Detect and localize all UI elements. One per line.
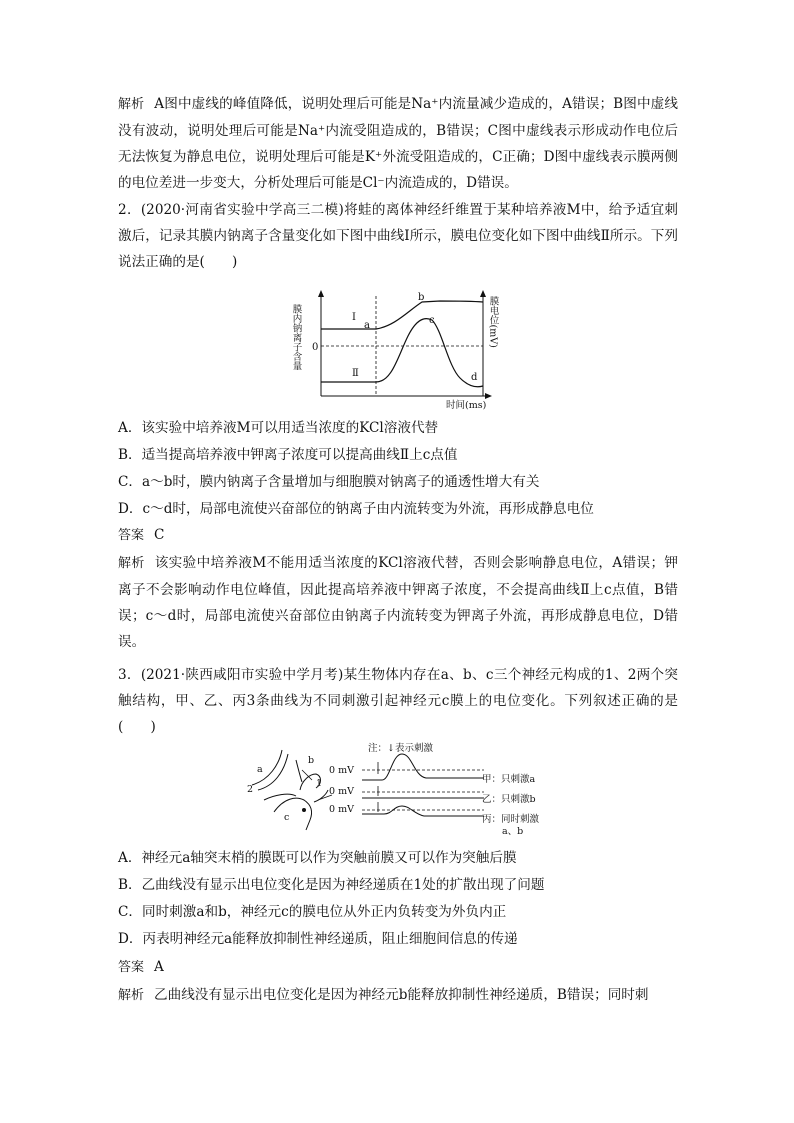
point-a: a	[364, 320, 370, 331]
q3-option-b: B．乙曲线没有显示出电位变化是因为神经递质在1处的扩散出现了问题	[118, 877, 545, 893]
q2-option-c: C．a～b时，膜内钠离子含量增加与细胞膜对钠离子的通透性增大有关	[118, 474, 540, 490]
figure-note: 注：↓表示刺激	[368, 743, 433, 754]
q2-answer-label: 答案	[118, 528, 145, 543]
y-left-label: 膜内钠离子含量	[290, 304, 302, 371]
neuron-a: a	[257, 764, 263, 775]
q3-answer-label: 答案	[118, 960, 145, 975]
q2-analysis-label: 解析	[118, 556, 145, 571]
q2-option-b: B．适当提高培养液中钾离子浓度可以提高曲线Ⅱ上c点值	[118, 447, 458, 463]
q2-analysis-text: 该实验中培养液M不能用适当浓度的KCl溶液代替，否则会影响静息电位，A错误；钾离子不会影响动作电位峰值，因此提高培养液中钾离子浓度，不会提高曲线Ⅱ上c点值，B错误；c～d时，局部电流使兴奋部位由钠离子内流转变为钾离子外流，再形成静息电位，D错误。	[118, 555, 678, 650]
q3-analysis-text: 乙曲线没有显示出电位变化是因为神经元b能释放抑制性神经递质，B错误；同时刺	[154, 987, 649, 1003]
q2-analysis	[118, 550, 678, 655]
question-3-stem: 3．(2021·陕西咸阳市实验中学月考)某生物体内存在a、b、c三个神经元构成的1、2两个突触结构，甲、乙、丙3条曲线为不同刺激引起神经元c膜上的电位变化。下列叙述正确的是( )	[118, 667, 678, 735]
q3-answer	[118, 954, 678, 981]
q3-answer-value: A	[154, 959, 164, 975]
zero-mv-1: 0 mV	[329, 765, 354, 776]
membrane-potential-figure	[290, 286, 512, 410]
curve-2-label: Ⅱ	[352, 368, 359, 379]
point-d: d	[471, 372, 478, 383]
synapse-2: 2	[247, 784, 254, 795]
trace-bing: 丙：同时刺激	[482, 814, 540, 825]
x-axis-label: 时间(ms)	[446, 400, 487, 410]
point-c: c	[429, 315, 435, 326]
zero-mv-3: 0 mV	[329, 804, 354, 815]
y-right-label: 膜电位(mV)	[487, 296, 499, 348]
trace-yi: 乙：只刺激b	[482, 794, 536, 805]
q3-analysis-label: 解析	[118, 988, 145, 1003]
point-b: b	[418, 292, 425, 303]
analysis-paragraph-1	[118, 91, 678, 196]
curve-1-label: Ⅰ	[352, 312, 356, 323]
trace-jia: 甲：只刺激a	[482, 774, 536, 785]
q3-option-d: D．丙表明神经元a能释放抑制性神经递质，阻止细胞间信息的传递	[118, 931, 518, 947]
zero-mv-2: 0 mV	[329, 786, 354, 797]
q2-answer	[118, 522, 678, 549]
synapse-figure	[244, 740, 554, 840]
q2-option-d: D．c～d时，局部电流使兴奋部位的钠离子由内流转变为外流，再形成静息电位	[118, 501, 594, 517]
q3-option-a: A．神经元a轴突末梢的膜既可以作为突触前膜又可以作为突触后膜	[118, 850, 517, 866]
synapse-1: 1	[316, 778, 323, 789]
q2-answer-value: C	[154, 527, 165, 543]
q3-option-c: C．同时刺激a和b，神经元c的膜电位从外正内负转变为外负内正	[118, 904, 507, 920]
neuron-b: b	[308, 755, 315, 766]
question-2-stem: 2．(2020·河南省实验中学高三二模)将蛙的离体神经纤维置于某种培养液M中，给予适宜刺激后，记录其膜内钠离子含量变化如下图中曲线Ⅰ所示，膜电位变化如下图中曲线Ⅱ所示。下列说法正确的是( )	[118, 202, 678, 270]
zero-label: 0	[312, 342, 319, 353]
analysis-text: A图中虚线的峰值降低，说明处理后可能是Na⁺内流量减少造成的，A错误；B图中虚线没有波动，说明处理后可能是Na⁺内流受阻造成的，B错误；C图中虚线表示形成动作电位后无法恢复为静息电位，说明处理后可能是K⁺外流受阻造成的，C正确；D图中虚线表示膜两侧的电位差进一步变大，分析处理后可能是Cl⁻内流造成的，D错误。	[118, 96, 678, 191]
neuron-c: c	[284, 812, 290, 823]
trace-bing-2: a、b	[502, 826, 524, 837]
q2-option-a: A．该实验中培养液M可以用适当浓度的KCl溶液代替	[118, 420, 439, 436]
analysis-label: 解析	[118, 97, 145, 112]
q3-analysis	[118, 982, 678, 1009]
